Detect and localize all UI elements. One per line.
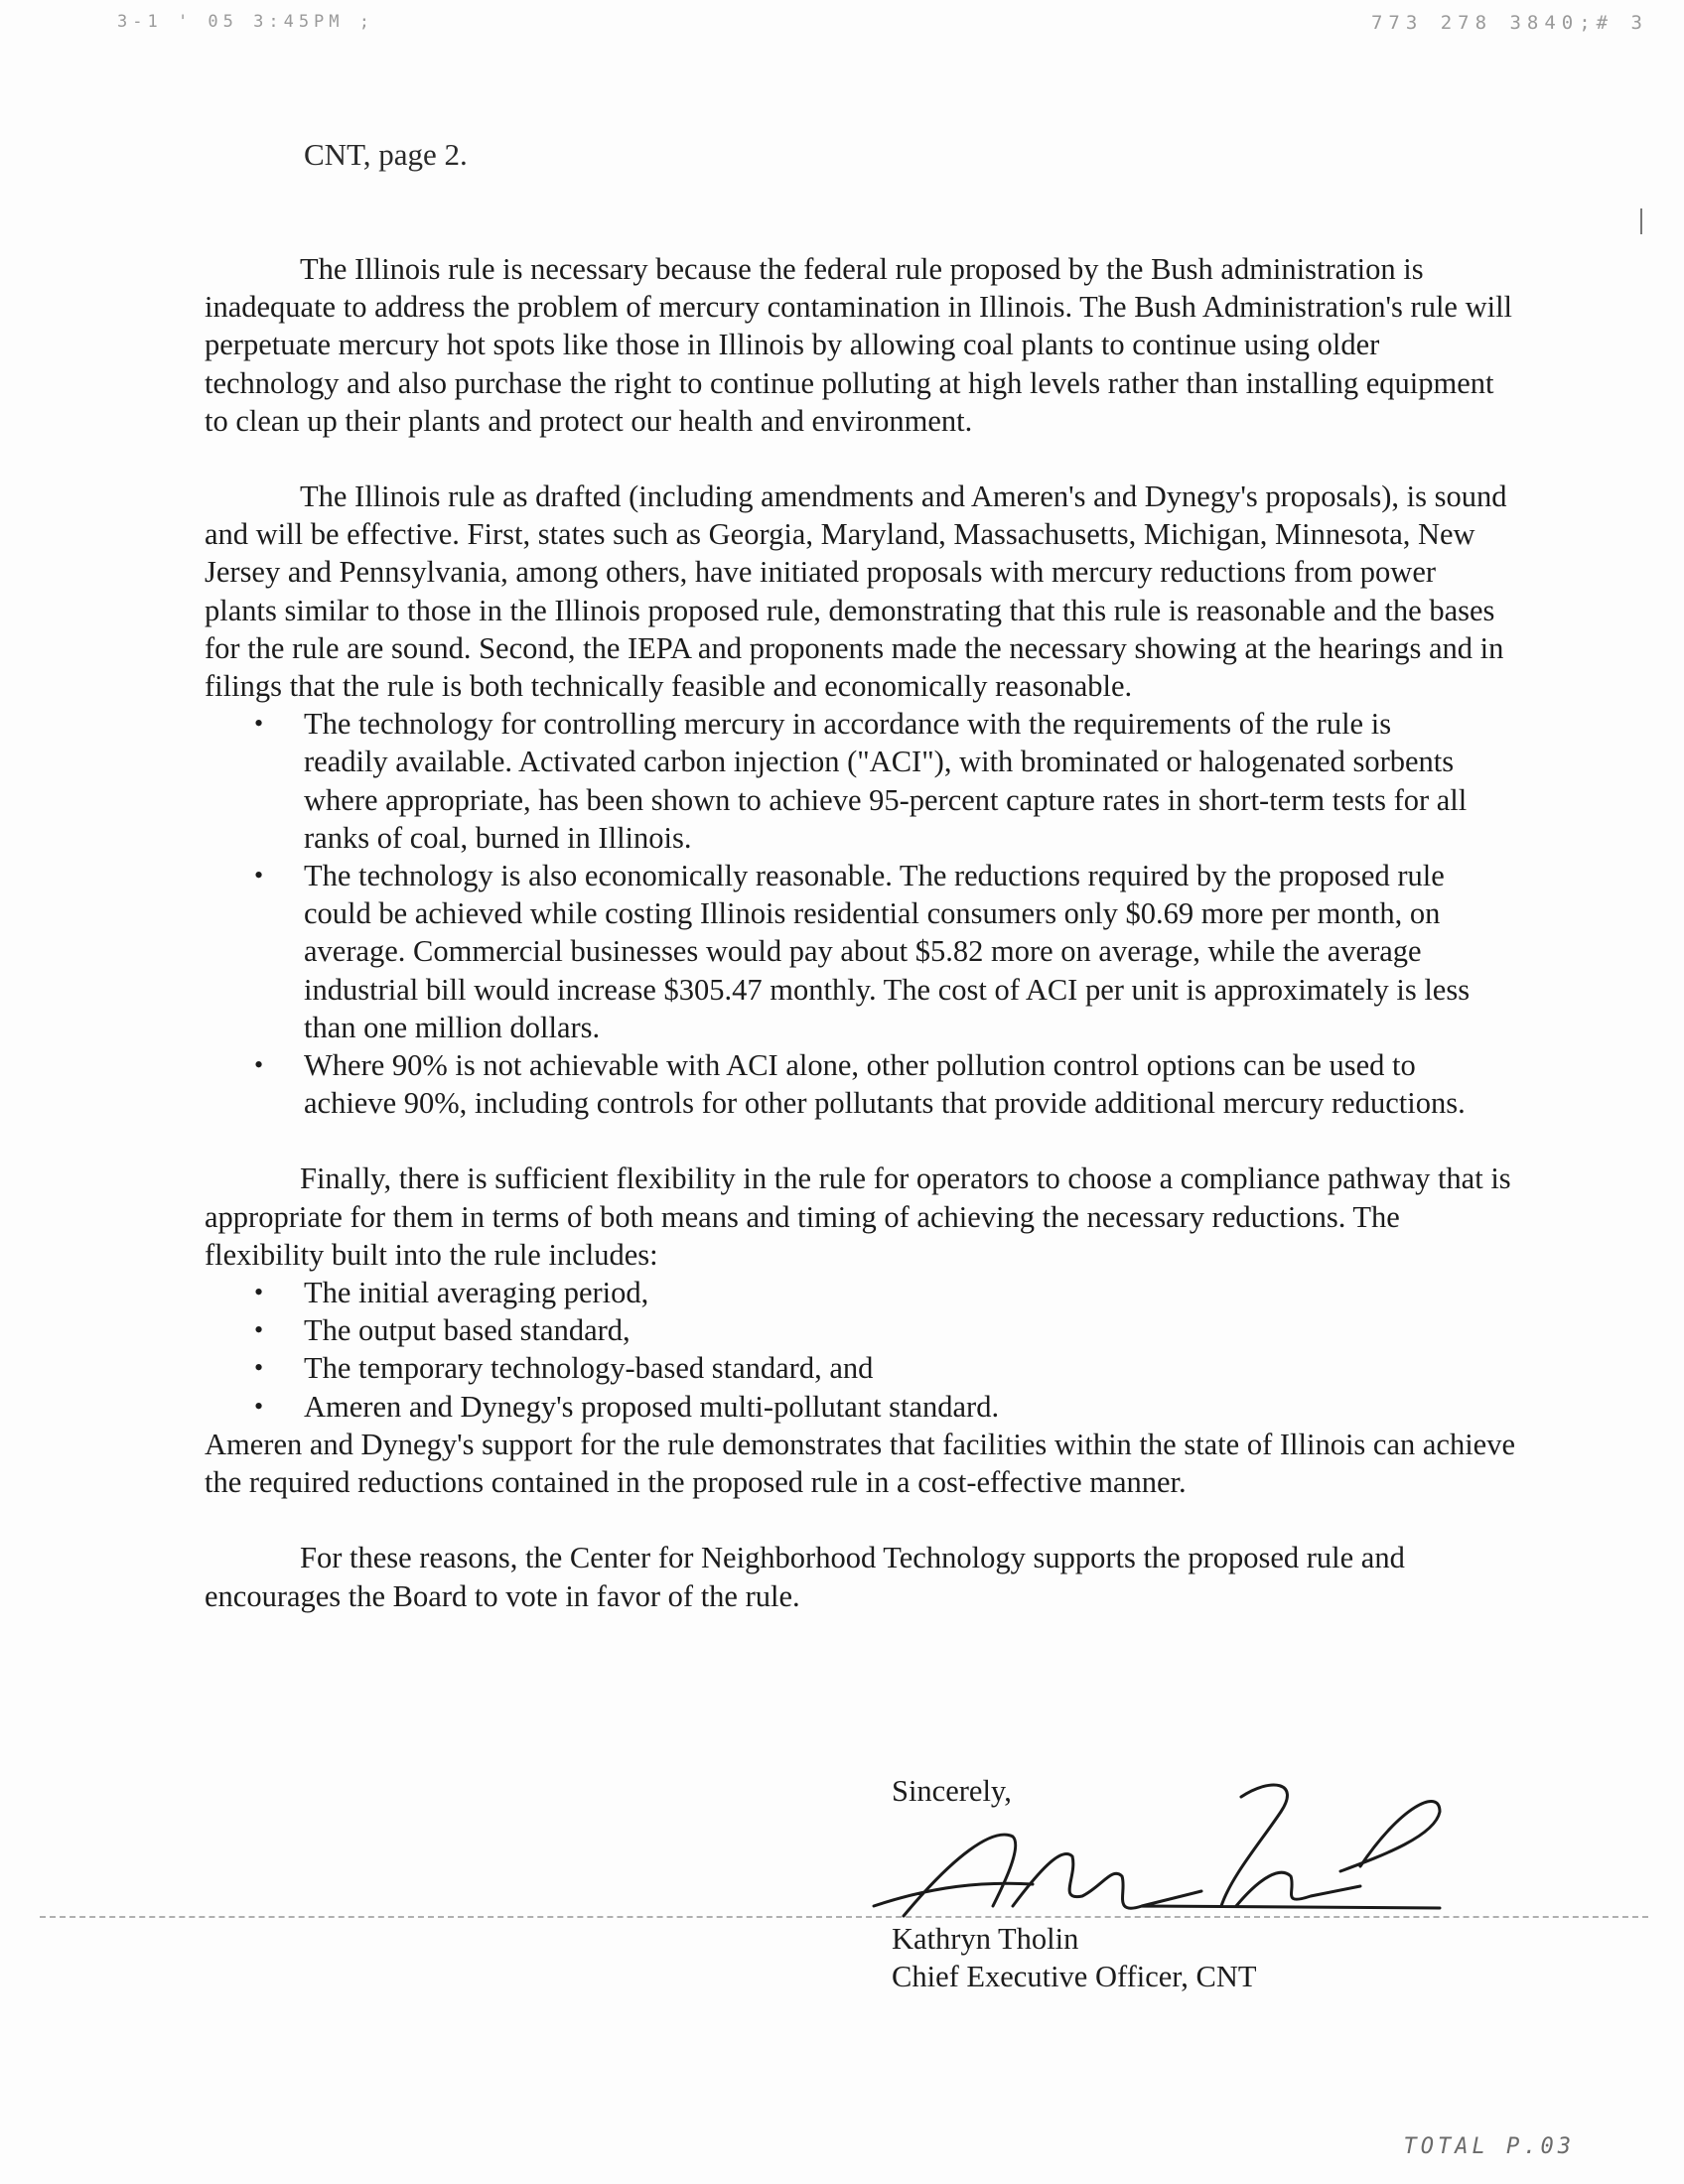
paragraph-illinois-rule: The Illinois rule as drafted (including amendments and Ameren's and Dynegy's proposals), is sound and will be effective. First, states such as Georgia, Maryland, Massachusetts, Michigan, Minnesota, New Jersey and Pennsylvania, among others, have initiated proposals with mercury reductions from power plants similar to those in the Illinois proposed rule, demonstrating that this rule is reasonable and the bases for the rule are sound. Second, the IEPA and proponents made the necessary showing at the hearings and in filings that the rule is both technically feasible and economically reasonable. xyxy=(205,479,1507,704)
list-item-text: The initial averaging period, xyxy=(304,1276,649,1310)
signature-divider xyxy=(40,1916,1648,1920)
list-item xyxy=(205,1311,1515,1349)
technology-bullet-list xyxy=(205,705,1515,1122)
list-item-text: The temporary technology-based standard, and xyxy=(304,1351,874,1386)
list-item xyxy=(205,1349,1515,1387)
list-item-text: Where 90% is not achievable with ACI alone, other pollution control options can be used to achieve 90%, including controls for other pollutants that provide additional mercury reductions. xyxy=(304,1048,1466,1121)
bullet-icon: • xyxy=(254,1278,264,1307)
fax-header-number: 773 278 3840;# 3 xyxy=(1370,12,1648,34)
list-item xyxy=(205,705,1515,857)
paragraph-flexibility: Finally, there is sufficient flexibility in the rule for operators to choose a compliance pathway that is appropriate for them in terms of both means and timing of achieving the necessary reductions. The flexibility built into the rule includes: xyxy=(205,1161,1511,1272)
paragraph-conclusion: For these reasons, the Center for Neighborhood Technology supports the proposed rule and encourages the Board to vote in favor of the rule. xyxy=(205,1541,1405,1613)
list-item xyxy=(205,1274,1515,1311)
flexibility-bullet-list xyxy=(205,1274,1515,1426)
closing-salutation: Sincerely, xyxy=(892,1774,1012,1808)
list-item-text: The technology is also economically reasonable. The reductions required by the proposed rule could be achieved while costing Illinois residential consumers only $0.69 more per month, on average. Commercial businesses would pay about $5.82 more on average, while the average industrial bill would increase $305.47 monthly. The cost of ACI per unit is approximately is less than one million dollars. xyxy=(304,859,1471,1044)
list-item-text: Ameren and Dynegy's proposed multi-pollutant standard. xyxy=(304,1389,1000,1424)
fax-header-timestamp: 3-1 ' 05 3:45PM ; xyxy=(117,12,374,32)
bullet-icon: • xyxy=(254,709,264,739)
bullet-icon: • xyxy=(254,1391,264,1421)
bullet-icon: • xyxy=(254,1050,264,1080)
list-item-text: The technology for controlling mercury in accordance with the requirements of the rule is readily available. Activated carbon injection ("ACI"), with brominated or halogenated sorbents where appropriate, has been shown to achieve 95-percent capture rates in short-term tests for all ranks of coal, burned in Illinois. xyxy=(304,707,1468,855)
bullet-icon: • xyxy=(254,1315,264,1345)
bullet-icon: • xyxy=(254,1353,264,1383)
page-label: CNT, page 2. xyxy=(304,137,468,172)
signer-title: Chief Executive Officer, CNT xyxy=(892,1960,1257,1993)
list-item-text: The output based standard, xyxy=(304,1313,631,1348)
scan-edge-mark xyxy=(1640,208,1642,234)
list-item xyxy=(205,1388,1515,1426)
fax-total-pages: TOTAL P.03 xyxy=(1403,2134,1575,2159)
bullet-icon: • xyxy=(254,861,264,890)
list-item xyxy=(205,1046,1515,1122)
signer-name: Kathryn Tholin xyxy=(892,1922,1079,1956)
list-item xyxy=(205,857,1515,1046)
paragraph-federal-rule: The Illinois rule is necessary because the federal rule proposed by the Bush administration is inadequate to address the problem of mercury contamination in Illinois. The Bush Administration's rule will perpetuate mercury hot spots like those in Illinois by allowing coal plants to continue using older technology and also purchase the right to continue polluting at high levels rather than installing equipment to clean up their plants and protect our health and environment. xyxy=(205,252,1513,438)
signer-block xyxy=(892,1920,1256,1995)
handwritten-signature xyxy=(844,1767,1460,1936)
paragraph-support: Ameren and Dynegy's support for the rule demonstrates that facilities within the state of Illinois can achieve the required reductions contained in the proposed rule in a cost-effective manner. xyxy=(205,1427,1515,1500)
letter-body xyxy=(205,250,1515,1615)
